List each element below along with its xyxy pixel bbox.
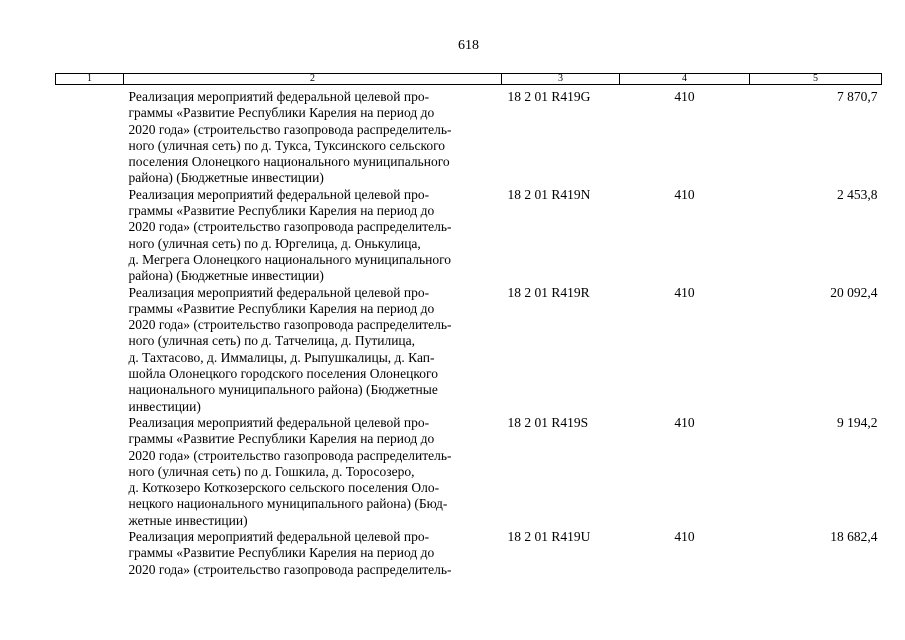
table-row xyxy=(56,187,882,285)
row-col1-cell xyxy=(56,415,124,529)
description-line: ного (уличная сеть) по д. Татчелица, д. Путилица, xyxy=(128,333,416,349)
description-line: граммы «Развитие Республики Карелия на период до xyxy=(128,105,435,121)
description-line: 2020 года» (строительство газопровода распределитель- xyxy=(128,447,452,463)
table-body xyxy=(56,85,882,578)
description-line: района) (Бюджетные инвестиции) xyxy=(128,268,324,284)
header-col-5: 5 xyxy=(750,74,882,85)
row-type-cell: 410 xyxy=(674,284,695,300)
row-type-cell: 410 xyxy=(674,414,695,430)
table-row xyxy=(56,415,882,529)
description-line: д. Тахтасово, д. Иммалицы, д. Рыпушкалицы, д. Кап- xyxy=(128,349,435,365)
description-line: 2020 года» (строительство газопровода распределитель- xyxy=(128,121,452,137)
description-line: 2020 года» (строительство газопровода распределитель- xyxy=(128,317,452,333)
description-line: 2020 года» (строительство газопровода распределитель- xyxy=(128,219,452,235)
header-col-3: 3 xyxy=(502,74,620,85)
row-col1-cell xyxy=(56,187,124,285)
row-amount-cell: 2 453,8 xyxy=(837,186,878,202)
row-type-cell: 410 xyxy=(674,529,695,545)
header-row xyxy=(56,74,882,85)
table-row xyxy=(56,285,882,415)
description-line: граммы «Развитие Республики Карелия на период до xyxy=(128,431,435,447)
page-number: 618 xyxy=(458,38,479,53)
description-line: 2020 года» (строительство газопровода распределитель- xyxy=(128,561,452,577)
description-line: граммы «Развитие Республики Карелия на период до xyxy=(128,300,435,316)
description-line: ного (уличная сеть) по д. Юргелица, д. Онькулица, xyxy=(128,235,421,251)
description-line: инвестиции) xyxy=(128,398,201,414)
description-line: граммы «Развитие Республики Карелия на период до xyxy=(128,203,435,219)
description-line: граммы «Развитие Республики Карелия на период до xyxy=(128,545,435,561)
row-type-cell: 410 xyxy=(674,89,695,104)
row-type-cell: 410 xyxy=(674,186,695,202)
budget-table xyxy=(55,73,882,578)
row-amount-cell: 7 870,7 xyxy=(837,89,878,104)
row-amount-cell: 9 194,2 xyxy=(837,414,878,430)
description-line: поселения Олонецкого национального муниципального xyxy=(128,154,450,170)
row-description-cell xyxy=(124,285,502,415)
row-description-cell xyxy=(124,415,502,529)
row-code-cell: 18 2 01 R419S xyxy=(507,414,589,430)
row-code-cell: 18 2 01 R419N xyxy=(507,186,591,202)
table-header xyxy=(56,74,882,85)
row-description-cell xyxy=(124,187,502,285)
description-line: Реализация мероприятий федеральной целевой про- xyxy=(128,284,430,300)
description-line: национального муниципального района) (Бюджетные xyxy=(128,382,438,398)
description-line: Реализация мероприятий федеральной целевой про- xyxy=(128,89,430,104)
row-col1-cell xyxy=(56,285,124,415)
header-col-2: 2 xyxy=(124,74,502,85)
row-description-cell xyxy=(124,529,502,578)
row-code-cell: 18 2 01 R419G xyxy=(507,89,591,104)
description-line: ного (уличная сеть) по д. Гошкила, д. Торосозеро, xyxy=(128,463,415,479)
description-line: Реализация мероприятий федеральной целевой про- xyxy=(128,414,430,430)
row-description-cell xyxy=(124,85,502,187)
description-line: Реализация мероприятий федеральной целевой про- xyxy=(128,529,430,545)
description-line: д. Коткозеро Коткозерского сельского поселения Оло- xyxy=(128,480,440,496)
row-code-cell: 18 2 01 R419U xyxy=(507,529,591,545)
row-col1-cell xyxy=(56,529,124,578)
row-amount-cell: 18 682,4 xyxy=(830,529,878,545)
row-col1-cell xyxy=(56,85,124,187)
header-col-1: 1 xyxy=(56,74,124,85)
description-line: нецкого национального муниципального района) (Бюд- xyxy=(128,496,448,512)
row-amount-cell: 20 092,4 xyxy=(830,284,878,300)
row-code-cell: 18 2 01 R419R xyxy=(507,284,590,300)
description-line: района) (Бюджетные инвестиции) xyxy=(128,170,324,186)
table-row xyxy=(56,529,882,578)
description-line: жетные инвестиции) xyxy=(128,512,248,528)
table-row xyxy=(56,85,882,187)
description-line: Реализация мероприятий федеральной целевой про- xyxy=(128,186,430,202)
description-line: д. Мегрега Олонецкого национального муниципального xyxy=(128,251,452,267)
description-line: шойла Олонецкого городского поселения Олонецкого xyxy=(128,366,438,382)
description-line: ного (уличная сеть) по д. Тукса, Туксинского сельского xyxy=(128,137,446,153)
header-col-4: 4 xyxy=(620,74,750,85)
